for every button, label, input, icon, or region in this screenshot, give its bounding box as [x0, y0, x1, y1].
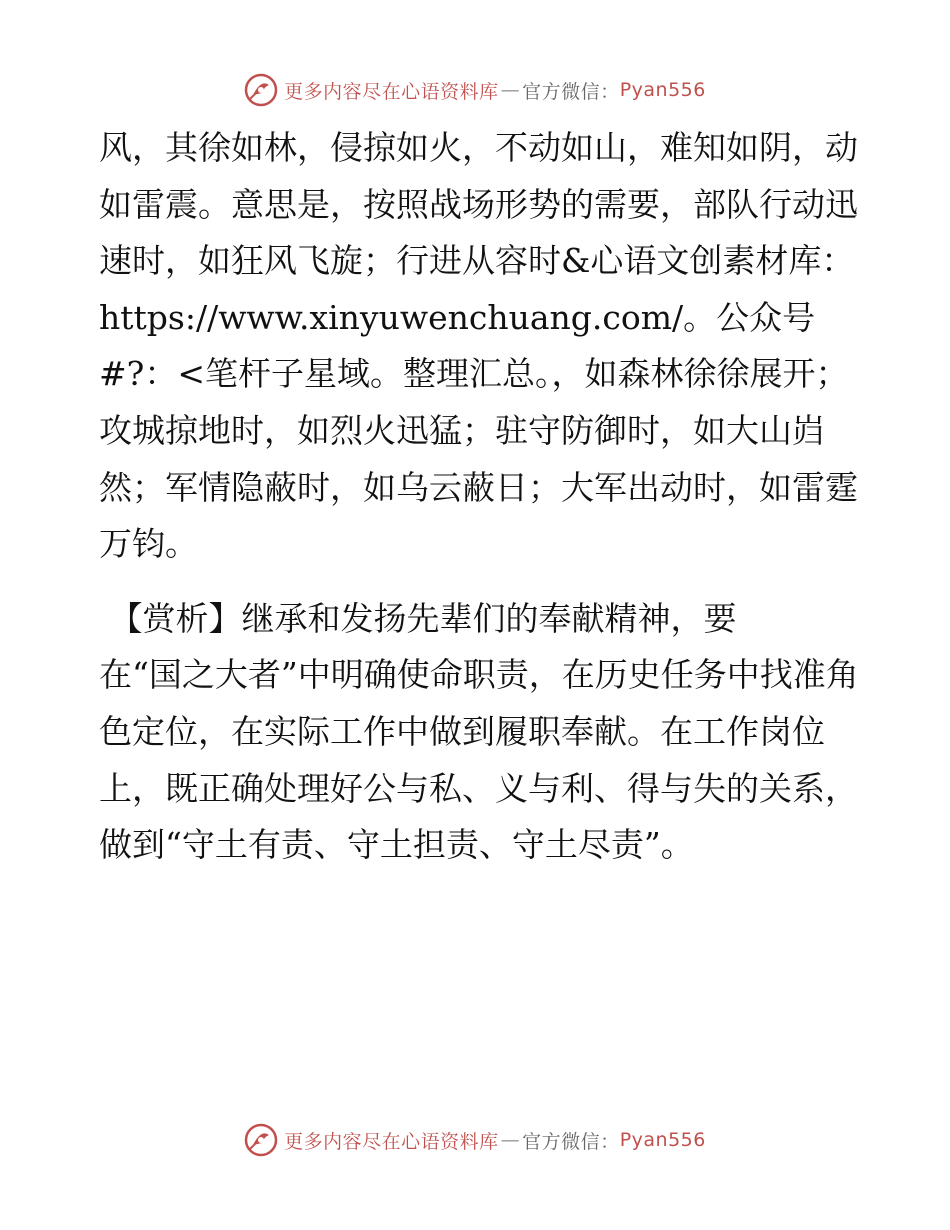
- header-dash: —: [500, 79, 521, 101]
- header-brand-text: 更多内容尽在心语资料库: [284, 80, 499, 103]
- body-paragraph-2: [99, 591, 859, 874]
- header-wechat-label: 官方微信：: [522, 80, 620, 103]
- brand-logo-icon: [244, 1123, 278, 1157]
- document-body: [99, 120, 859, 874]
- footer-brand-text: 更多内容尽在心语资料库: [284, 1130, 499, 1153]
- footer-wechat-id: Pyan556: [619, 1129, 706, 1151]
- body-paragraph-1: 风，其徐如林，侵掠如火，不动如山，难知如阴，动如雷震。意思是，按照战场形势的需要，部队行动迅速时，如狂风飞旋；行进从容时&心语文创素材库：https://www.xinyuwenchuang.com/。公众号#?：<笔杆子星域。整理汇总。，如森林徐徐展开；攻城掠地时，如烈火迅猛；驻守防御时，如大山岿然；军情隐蔽时，如乌云蔽日；大军出动时，如雷霆万钧。: [99, 128, 858, 564]
- header-wechat-id: Pyan556: [619, 79, 706, 101]
- page-header: [0, 72, 950, 108]
- brand-logo-icon: [244, 73, 278, 107]
- page-footer: [0, 1122, 950, 1158]
- analysis-heading-line: 【赏析】继承和发扬先辈们的奉献精神，要: [99, 598, 737, 638]
- footer-wechat-label: 官方微信：: [522, 1130, 620, 1153]
- footer-dash: —: [500, 1129, 521, 1151]
- analysis-text: 在“国之大者”中明确使命职责，在历史任务中找准角色定位，在实际工作中做到履职奉献。在工作岗位上，既正确处理好公与私、义与利、得与失的关系，做到“守土有责、守土担责、守土尽责”。: [99, 655, 859, 865]
